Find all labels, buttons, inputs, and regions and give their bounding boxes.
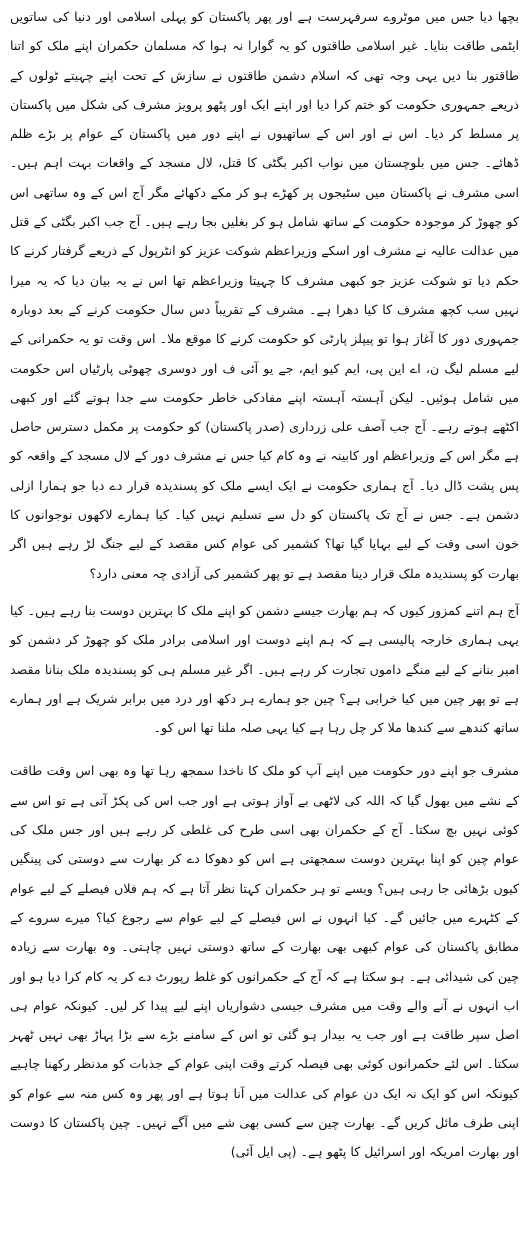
article: [10, 2, 519, 1167]
article-paragraph-1: بچھا دیا جس میں موٹروے سرفہرست ہے اور پھر پاکستان کو پہلی اسلامی اور دنیا کی ساتویں ایٹمی طاقت بنایا۔ غیر اسلامی طاقتوں کو یہ گوارا نہ ہوا کہ مسلمان حکمران اپنے ملک کو اتنا طاقتور بنا دیں یہی وجہ تھی کہ اسلام دشمن طاقتوں نے سازش کے تحت اپنے چہیتے ٹولوں کے ذریعے جمہوری حکومت کو ختم کرا دیا اور اپنے ایک اور پٹھو پرویز مشرف کی شکل میں پاکستان پر مسلط کر دیا۔ اس نے اور اس کے ساتھیوں نے اپنے دور میں پاکستان کے عوام پر بڑے ظلم ڈھائے۔ جس میں بلوچستان میں نواب اکبر بگٹی کا قتل، لال مسجد کے واقعات بہت اہم ہیں۔ اسی مشرف نے پاکستان میں سٹیجوں پر کھڑے ہو کر مکے دکھائے مگر آج اس کے وہ ساتھی اس کو چھوڑ کر موجودہ حکومت کے ساتھ شامل ہو کر بغلیں بجا رہے ہیں۔ آج جب اکبر بگٹی کے قتل میں عدالت عالیہ نے مشرف اور اسکے وزیراعظم شوکت عزیز کو انٹرپول کے ذریعے گرفتار کرنے کا حکم دیا تو شوکت عزیز جو کبھی مشرف کا چہیتا وزیراعظم تھا اس نے یہ بیان دیا کہ یہ میرا نہیں سب کچھ مشرف کا کیا دھرا ہے۔ مشرف کے تقریباً دس سال حکومت کرنے کے بعد دوبارہ جمہوری دور کا آغاز ہوا تو پیپلز پارٹی کو حکومت کرنے کا موقع ملا۔ اس وقت تو یہ حکمرانی کے لیے مسلم لیگ ن، اے این پی، ایم کیو ایم، جے یو آئی ف اور دوسری چھوٹی پارٹیاں اس حکومت میں شامل ہوئیں۔ لیکن آہستہ آہستہ اپنے مفادکی خاطر حکومت سے جدا ہوتے گئے اور کبھی اکٹھے ہوتے رہے۔ آج جب آصف علی زرداری (صدر پاکستان) کو حکومت پر مکمل دسترس حاصل ہے مگر اس کے وزیراعظم اور کابینہ نے وہ کام کیا جس نے مشرف دور کے لال مسجد کے واقعہ کو پس پشت ڈال دیا۔ آج ہماری حکومت نے ایک ایسے ملک کو پسندیدہ قرار دے دیا جو ہمارا ازلی دشمن ہے۔ جس نے آج تک پاکستان کو دل سے تسلیم نہیں کیا۔ کیا ہمارے لاکھوں نوجوانوں کا خون اسی وقت کے لیے بہایا گیا تھا؟ کشمیر کی عوام کس مقصد کے لیے جنگ لڑ رہے ہیں اگر بھارت کو پسندیدہ ملک قرار دینا مقصد ہے تو پھر کشمیر کی آزادی چہ معنی دارد؟: [10, 9, 519, 581]
article-paragraph-2: آج ہم اتنے کمزور کیوں کہ ہم بھارت جیسے دشمن کو اپنے ملک کا بہترین دوست بنا رہے ہیں۔ کیا یہی ہماری خارجہ پالیسی ہے کہ ہم اپنے دوست اور اسلامی برادر ملک کو چھوڑ کر دشمن کو امیر بنانے کے لیے منگے داموں تجارت کر رہے ہیں۔ اگر غیر مسلم ہی کو پسندیدہ ملک بنانا مقصد ہے تو پھر چین میں کیا خرابی ہے؟ چین جو ہمارے ہر دکھ اور درد میں برابر شریک ہے اور ہمارے ساتھ کندھے سے کندھا ملا کر چل رہا ہے کیا یہی صلہ ملنا تھا اس کو۔: [10, 602, 519, 736]
article-paragraph-3: مشرف جو اپنے دور حکومت میں اپنے آپ کو ملک کا ناخدا سمجھ رہا تھا وہ بھی اس وقت طاقت کے نشے میں بھول گیا کہ اللہ کی لاٹھی بے آواز ہوتی ہے اور جب اس کی پکڑ آتی ہے تو اس سے کوئی نہیں بچ سکتا۔ آج کے حکمران بھی اسی طرح کی غلطی کر رہے ہیں اور جس ملک کی عوام چین کو اپنا بہترین دوست سمجھتی ہے اس کو دھوکا دے کر بھارت سے دوستی کی پینگیں کیوں بڑھائی جا رہی ہیں؟ ویسے تو ہر حکمران کہتا نظر آتا ہے کہ ہم فلاں فیصلے کے لیے عوام کے کٹہرے میں جائیں گے۔ کیا انہوں نے اس فیصلے کے لیے عوام سے رجوع کیا؟ میرے سروے کے مطابق پاکستان کی عوام کبھی بھی بھارت کے ساتھ دوستی نہیں چاہتی۔ وہ بھارت سے زیادہ چین کی شیدائی ہے۔ ہو سکتا ہے کہ آج کے حکمرانوں کو غلط رپورٹ دے کر یہ کام کرا دیا ہو اور اب انہوں نے آنے والے وقت میں مشرف جیسی دشواریاں اپنے لیے پیدا کر لیں۔ کیونکہ عوام ہی اصل سپر طاقت ہے اور جب یہ بیدار ہو گئی تو اس کے سامنے بڑے سے بڑا پہاڑ بھی نہیں ٹھہر سکتا۔ اس لئے حکمرانوں کوئی بھی فیصلہ کرتے وقت اپنی عوام کے جذبات کو مدنظر رکھنا چاہیے کیونکہ اس کو ایک نہ ایک دن عوام کی عدالت میں آنا ہوتا ہے اور پھر وہ کس منہ سے عوام کو اپنی طرف مائل کریں گے۔ بھارت چین سے کسی بھی شے میں آگے نہیں۔ چین پاکستان کا دوست اور بھارت امریکہ اور اسرائیل کا پٹھو ہے۔ (پی ایل آئی): [10, 763, 519, 1160]
